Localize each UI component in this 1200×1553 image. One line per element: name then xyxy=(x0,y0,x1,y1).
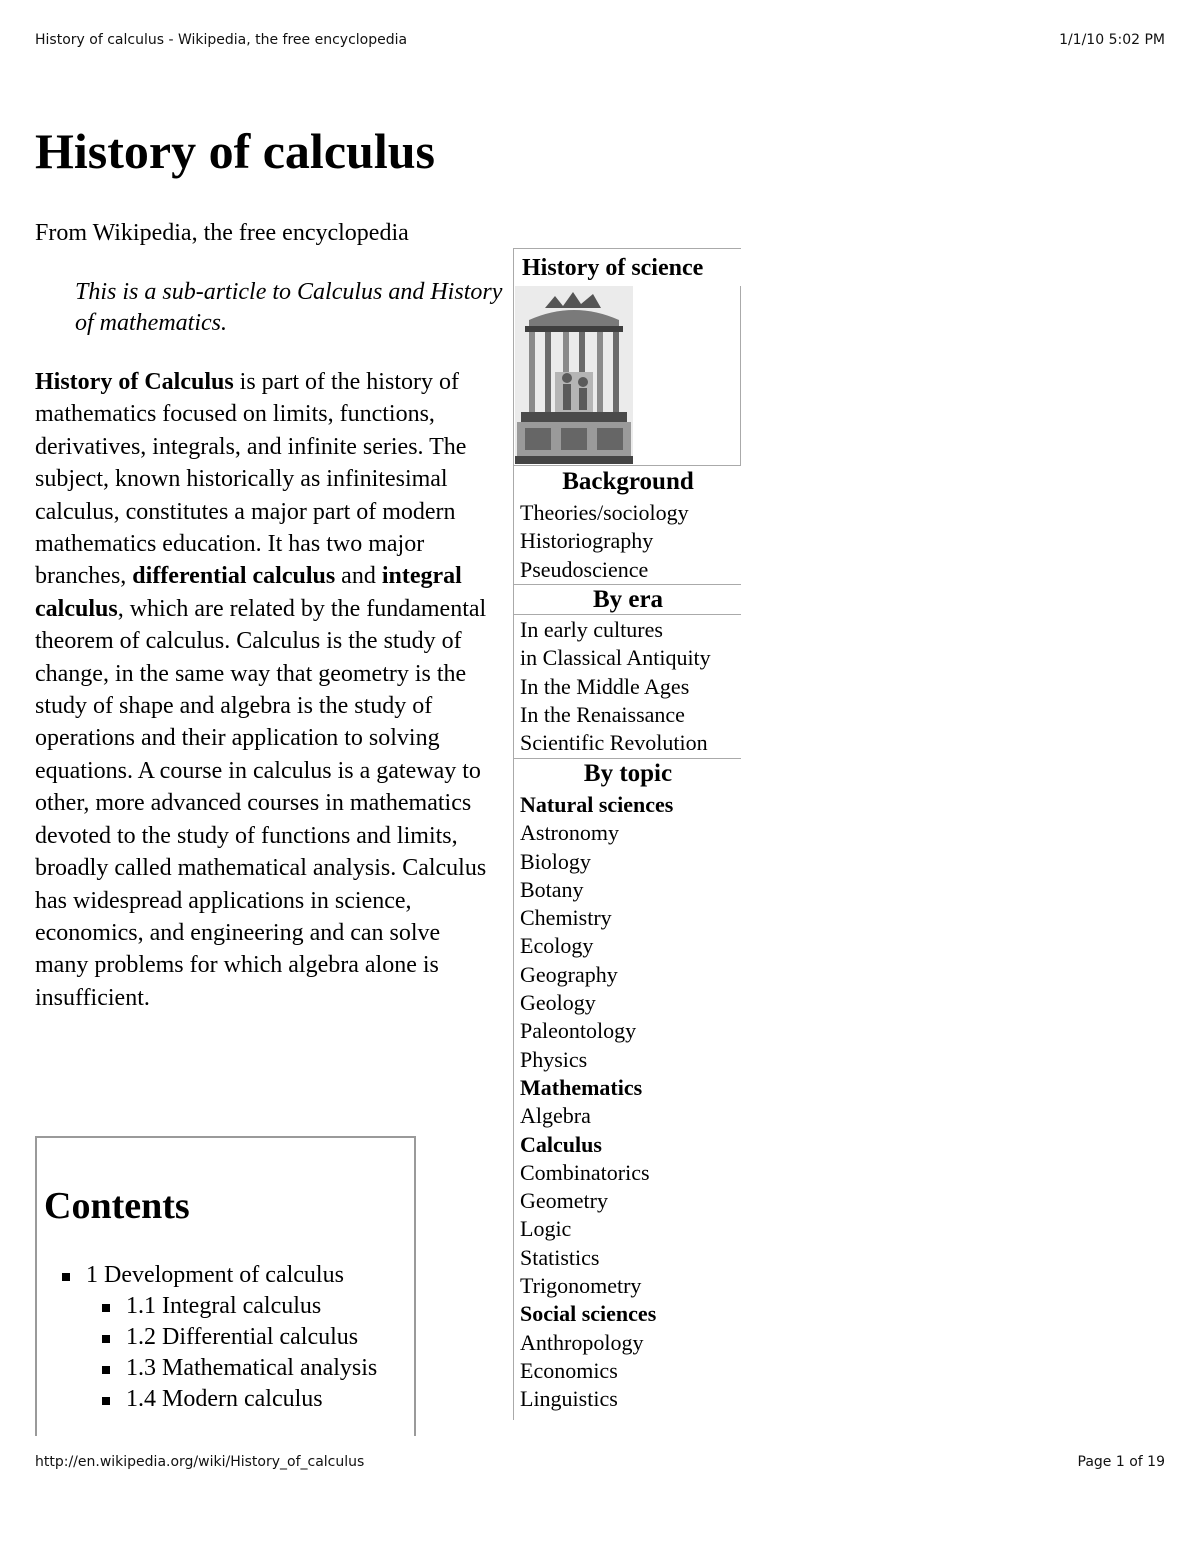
print-header-datetime: 1/1/10 5:02 PM xyxy=(1059,32,1165,48)
sidebar-title[interactable]: History of science xyxy=(522,255,704,281)
site-tagline: From Wikipedia, the free encyclopedia xyxy=(35,220,409,246)
sidebar-link[interactable]: Anthropology xyxy=(520,1329,644,1355)
sidebar-image-frame xyxy=(514,286,741,466)
toc-item[interactable]: 1.1 Integral calculus xyxy=(102,1291,377,1322)
sidebar-list-by-topic xyxy=(520,791,673,1414)
sidebar-link[interactable]: Paleontology xyxy=(520,1018,637,1044)
sidebar-link[interactable]: In the Renaissance xyxy=(520,701,685,727)
sidebar-link[interactable]: Botany xyxy=(520,876,584,902)
sidebar-top-rule xyxy=(514,248,741,249)
sidebar-link[interactable]: Astronomy xyxy=(520,820,619,846)
toc-item[interactable]: 1.4 Modern calculus xyxy=(102,1384,377,1415)
sidebar-link[interactable]: Geometry xyxy=(520,1188,608,1214)
intro-bold-differential[interactable]: differential calculus xyxy=(132,563,336,590)
intro-text-3: , which are related by the fundamental theorem of calculus. Calculus is the study of change, in the same way that geometry is the study of shape and algebra is the study of operations and their application to solving equations. A course in calculus is a gateway to other, more advanced courses in mathematics devoted to the study of functions and limits, broadly called mathematical analysis. Calculus has widespread applications in science, economics, and engineering and can solve many problems for which algebra alone is insufficient. xyxy=(35,595,487,1011)
print-header-title: History of calculus - Wikipedia, the free encyclopedia xyxy=(35,32,408,48)
toc-list xyxy=(62,1260,377,1415)
sidebar-link[interactable]: In the Middle Ages xyxy=(520,673,690,699)
history-of-science-sidebar xyxy=(513,248,741,1420)
sidebar-group-label[interactable]: Social sciences xyxy=(520,1301,657,1327)
sidebar-heading-by-topic: By topic xyxy=(583,760,673,787)
sidebar-link[interactable]: In early cultures xyxy=(520,617,663,642)
sidebar-link[interactable]: Statistics xyxy=(520,1244,600,1270)
toc-title: Contents xyxy=(44,1185,190,1227)
toc-item[interactable]: 1.3 Mathematical analysis xyxy=(102,1353,377,1384)
sidebar-list-background xyxy=(520,499,689,584)
sidebar-link[interactable]: Ecology xyxy=(520,933,594,959)
sidebar-link[interactable]: Linguistics xyxy=(520,1386,618,1412)
toc-item[interactable]: 1 Development of calculus xyxy=(62,1260,377,1291)
intro-paragraph xyxy=(35,366,495,1014)
print-footer-url[interactable]: http://en.wikipedia.org/wiki/History_of_calculus xyxy=(35,1454,365,1470)
intro-text-1: is part of the history of mathematics focused on limits, functions, derivatives, integrals, and infinite series. The subject, known historically as infinitesimal calculus, constitutes a major part of modern mathematics education. It has two major branches, xyxy=(35,369,467,590)
sidebar-link[interactable]: Scientific Revolution xyxy=(520,730,708,756)
intro-bold-integral[interactable]: integral calculus xyxy=(35,563,462,622)
intro-bold-subject: History of Calculus xyxy=(35,369,234,395)
sidebar-link[interactable]: Pseudoscience xyxy=(520,556,649,582)
sidebar-heading-by-era: By era xyxy=(592,586,664,613)
hatnote[interactable]: This is a sub-article to Calculus and History of mathematics. xyxy=(75,279,503,336)
sidebar-link[interactable]: Chemistry xyxy=(520,905,612,931)
sidebar-heading-background: Background xyxy=(562,468,694,495)
sidebar-link[interactable]: in Classical Antiquity xyxy=(520,645,711,671)
sidebar-link[interactable]: Geology xyxy=(520,990,596,1016)
sidebar-divider xyxy=(514,584,741,585)
sidebar-link[interactable]: Combinatorics xyxy=(520,1159,650,1185)
sidebar-divider xyxy=(514,758,741,759)
sidebar-link[interactable]: Logic xyxy=(520,1216,572,1242)
sidebar-group-label[interactable]: Mathematics xyxy=(520,1074,643,1100)
temple-engraving-image[interactable] xyxy=(515,286,633,464)
toc-item[interactable]: 1.2 Differential calculus xyxy=(102,1322,377,1353)
page-number: Page 1 of 19 xyxy=(1077,1454,1165,1470)
sidebar-link[interactable]: Theories/sociology xyxy=(520,500,689,525)
sidebar-link-current: Calculus xyxy=(520,1131,602,1157)
table-of-contents xyxy=(35,1136,416,1436)
sidebar-link[interactable]: Biology xyxy=(520,848,591,874)
sidebar-divider xyxy=(514,614,741,615)
sidebar-list-by-era xyxy=(520,616,711,757)
sidebar-link[interactable]: Economics xyxy=(520,1357,618,1383)
sidebar-link[interactable]: Physics xyxy=(520,1046,588,1072)
sidebar-group-label[interactable]: Natural sciences xyxy=(520,792,674,817)
page-title: History of calculus xyxy=(35,123,435,179)
sidebar-link[interactable]: Geography xyxy=(520,961,618,987)
sidebar-link[interactable]: Historiography xyxy=(520,528,654,554)
sidebar-link[interactable]: Trigonometry xyxy=(520,1273,642,1299)
sidebar-link[interactable]: Algebra xyxy=(520,1103,591,1129)
intro-text-2: and xyxy=(335,563,382,590)
